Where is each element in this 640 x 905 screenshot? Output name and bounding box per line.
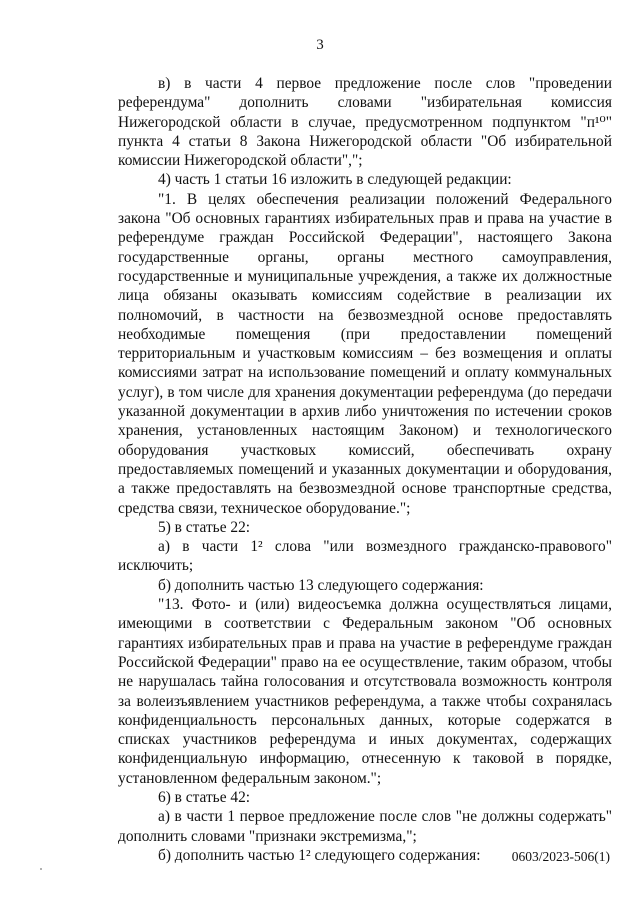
text-line: 6) в статье 42: [158,788,251,806]
text-line: конфиденциальную информацию, отнесенную к таковой в порядке, [118,750,612,768]
text-line: а) в части 1² слова "или возмездного гражданско-правового" [158,538,612,556]
text-line: полномочий, в частности на безвозмездной основе предоставлять [118,306,612,324]
text-line: лица обязаны оказывать комиссиям содействие в реализации их [118,287,612,305]
text-line: а также предоставлять на безвозмездной основе транспортные средства, [118,480,612,498]
text-line: конфиденциальность персональных данных, которые содержатся в [118,711,612,729]
text-line: референдума" дополнить словами "избирательная комиссия [118,94,612,112]
text-line: Нижегородской области в случае, предусмотренном подпунктом "п¹⁰" [118,113,612,131]
text-line: услуг), в том числе для хранения документации референдума (до передачи [118,383,612,401]
text-line: б) дополнить частью 1² следующего содержания: [158,846,481,864]
text-line: а) в части 1 первое предложение после слов "не должны содержать" [158,808,612,826]
text-line: пункта 4 статьи 8 Закона Нижегородской области "Об избирательной [118,132,612,150]
text-line: комиссиями затрат на использование помещений и оплату коммунальных [118,364,612,382]
text-line: имеющими в соответствии с Федеральным законом "Об основных [118,615,612,633]
text-line: референдуме граждан Российской Федерации", настоящего Закона [118,229,612,247]
text-line: Российской Федерации" право на ее осуществление, таким образом, чтобы [118,653,612,671]
text-line: 4) часть 1 статьи 16 изложить в следующей редакции: [158,171,512,189]
text-line: указанной документации в архив либо уничтожения по истечении сроков [118,403,612,421]
text-line: б) дополнить частью 13 следующего содержания: [158,576,484,594]
text-line: списках участников референдума и иных документах, содержащих [118,731,612,749]
text-line: комиссии Нижегородской области","; [118,152,363,170]
text-line: государственные органы, органы местного самоуправления, [118,248,612,266]
text-line: оборудования участковых комиссий, обеспечивать охрану [118,441,612,459]
text-line: в) в части 4 первое предложение после слов "проведении [158,75,612,92]
text-line: хранения, установленных настоящим Законом) и технологического [118,422,612,440]
text-line: закона "Об основных гарантиях избирательных прав и права на участие в [118,210,612,228]
text-line: не нарушалась тайна голосования и отсутствовала возможность контроля [118,673,612,691]
text-line: средства связи, техническое оборудование."; [118,499,411,517]
scan-speck [40,868,42,870]
text-line: "13. Фото- и (или) видеосъемка должна осуществляться лицами, [158,596,612,614]
text-line: предоставляемых помещений и указанных документации и оборудования, [118,460,612,478]
text-line: исключить; [118,557,194,575]
text-line: за волеизъявлением участников референдума, а также чтобы сохранялась [118,692,612,710]
text-line: 5) в статье 22: [158,518,251,536]
document-code: 0603/2023-506(1) [511,849,610,864]
text-line: необходимые помещения (при предоставлении помещений [118,325,612,343]
text-line: гарантиях избирательных прав и права на участие в референдуме граждан [118,634,612,652]
text-line: дополнить словами "признаки экстремизма,"; [118,827,417,845]
document-body [118,74,612,865]
text-line: "1. В целях обеспечения реализации положений Федерального [158,190,612,208]
text-line: установленном федеральным законом."; [118,769,382,787]
text-line: территориальным и участковым комиссиям – без возмещения и оплаты [118,345,612,363]
page-number: 3 [316,37,324,53]
text-line: государственные и муниципальные учреждения, а также их должностные [118,267,612,285]
